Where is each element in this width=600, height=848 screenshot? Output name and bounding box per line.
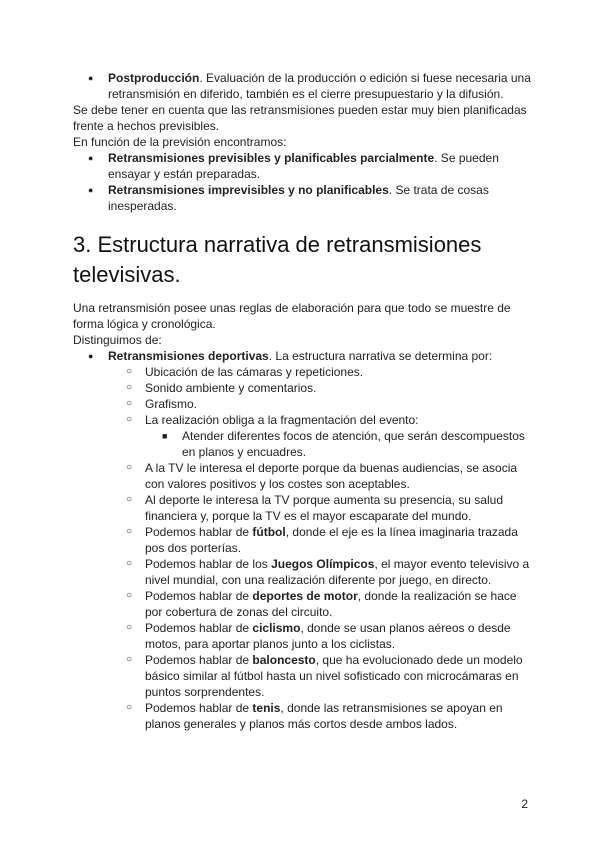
sub-sub-list-item: ■ Atender diferentes focos de atención, que serán descompuestos en planos y encuadres. xyxy=(145,428,533,460)
distinguimos-list xyxy=(73,348,533,364)
sub-list-item: ○ Grafismo. xyxy=(108,396,533,412)
list-item: ● Retransmisiones deportivas. La estructura narrativa se determina por: xyxy=(73,348,533,364)
deportivas-sublist xyxy=(73,364,533,732)
page-content xyxy=(73,70,533,732)
page-number: 2 xyxy=(521,797,528,811)
list-item: ● Postproducción. Evaluación de la producción o edición si fuese necesaria una retransmisión en diferido, también es el cierre presupuestario y la difusión. xyxy=(73,70,533,102)
section-heading: 3. Estructura narrativa de retransmisiones televisivas. xyxy=(73,232,482,287)
fragmentacion-sublist xyxy=(145,428,533,460)
sub-list-item: ○ Podemos hablar de fútbol, donde el eje es la línea imaginaria trazada pos dos porterías. xyxy=(108,524,533,556)
sub-list-item: ○ La realización obliga a la fragmentación del evento: ■ Atender diferentes focos de atención, que serán descompuestos en planos y encuadres. xyxy=(108,412,533,460)
paragraph: Se debe tener en cuenta que las retransmisiones pueden estar muy bien planificadas frente a hechos previsibles. xyxy=(73,103,527,133)
list-item: ● Retransmisiones imprevisibles y no planificables. Se trata de cosas inesperadas. xyxy=(73,182,533,214)
prevision-list xyxy=(73,150,533,214)
top-bullet-list xyxy=(73,70,533,102)
sub-list-item: ○ Podemos hablar de los Juegos Olímpicos, el mayor evento televisivo a nivel mundial, con una realización diferente por juego, en directo. xyxy=(108,556,533,588)
sub-list-item: ○ Sonido ambiente y comentarios. xyxy=(108,380,533,396)
sub-list-item: ○ Podemos hablar de tenis, donde las retransmisiones se apoyan en planos generales y planos más cortos desde ambos lados. xyxy=(108,700,533,732)
paragraph: Una retransmisión posee unas reglas de elaboración para que todo se muestre de forma lógica y cronológica. xyxy=(73,301,511,331)
sub-list-item: ○ A la TV le interesa el deporte porque da buenas audiencias, se asocia con valores positivos y los costes son aceptables. xyxy=(108,460,533,492)
sub-list-item: ○ Al deporte le interesa la TV porque aumenta su presencia, su salud financiera y, porque la TV es el mayor escaparate del mundo. xyxy=(108,492,533,524)
sub-list-item: ○ Podemos hablar de ciclismo, donde se usan planos aéreos o desde motos, para aportar planos junto a los ciclistas. xyxy=(108,620,533,652)
sub-list-item: ○ Podemos hablar de deportes de motor, donde la realización se hace por cobertura de zonas del circuito. xyxy=(108,588,533,620)
list-item: ● Retransmisiones previsibles y planificables parcialmente. Se pueden ensayar y están preparadas. xyxy=(73,150,533,182)
sub-list-item: ○ Podemos hablar de baloncesto, que ha evolucionado dede un modelo básico similar al fútbol hasta un nivel sofisticado con microcámaras en puntos sorprendentes. xyxy=(108,652,533,700)
paragraph: Distinguimos de: xyxy=(73,333,162,347)
paragraph: En función de la previsión encontramos: xyxy=(73,135,287,149)
sub-list-item: ○ Ubicación de las cámaras y repeticiones. xyxy=(108,364,533,380)
